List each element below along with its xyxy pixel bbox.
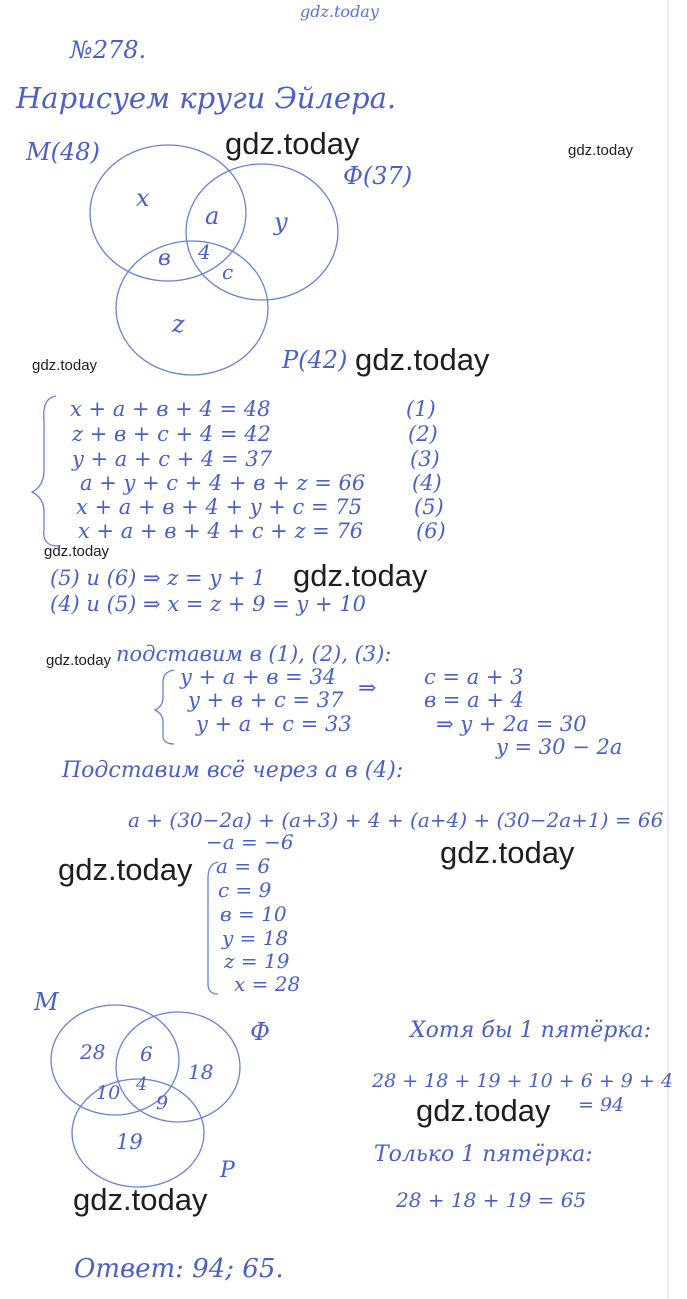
- brace-system1: [32, 396, 58, 546]
- system1-eq: x + a + в + 4 + y + с = 75: [76, 495, 362, 519]
- substitute-heading: подставим в (1), (2), (3):: [116, 642, 392, 666]
- solution-line: −a = −6: [206, 830, 294, 854]
- derived-line: (5) и (6) ⇒ z = y + 1: [50, 566, 266, 590]
- solution-line: с = 9: [218, 878, 272, 902]
- diagram2-label-p: Р: [220, 1158, 235, 1183]
- circle-p: [116, 241, 268, 375]
- solution-line: z = 19: [224, 949, 290, 973]
- heading: Нарисуем круги Эйлера.: [16, 81, 397, 115]
- solution-line: в = 10: [220, 902, 287, 926]
- region-x: x: [136, 184, 150, 212]
- region-a: a: [205, 202, 220, 230]
- region-z: z: [172, 310, 185, 338]
- system2-result: y = 30 − 2a: [496, 735, 623, 759]
- big-equation: a + (30−2a) + (a+3) + 4 + (a+4) + (30−2a+1) = 66: [128, 808, 664, 832]
- system2-result: ⇒ y + 2a = 30: [436, 712, 587, 736]
- system1-eq: x + a + в + 4 + с + z = 76: [78, 519, 364, 543]
- system1-num: (3): [410, 447, 440, 471]
- diagram2-label-m: М: [34, 988, 59, 1016]
- watermark-top: gdz.today: [300, 2, 379, 21]
- circle-f: [186, 164, 338, 300]
- substitute-all: Подставим всё через a в (4):: [62, 758, 404, 783]
- solution-line: x = 28: [234, 972, 301, 996]
- region-fp: 9: [156, 1092, 169, 1114]
- region-center-2: 4: [136, 1074, 148, 1095]
- system1-eq: z + в + с + 4 = 42: [72, 422, 271, 446]
- system2-result: в = a + 4: [424, 688, 524, 712]
- brace-system2: [155, 670, 174, 744]
- diagram2-label-f: Ф: [250, 1018, 270, 1046]
- system2-eq: y + в + с = 37: [188, 688, 344, 712]
- region-b: в: [158, 246, 171, 271]
- watermark: gdz.today: [416, 1093, 551, 1128]
- problem-number: №278.: [70, 36, 147, 64]
- watermark: gdz.today: [44, 543, 110, 560]
- system1-eq: x + a + в + 4 = 48: [70, 397, 271, 421]
- region-mf: 6: [140, 1042, 153, 1066]
- system2-eq: y + a + с = 33: [196, 712, 352, 736]
- answer: Ответ: 94; 65.: [74, 1254, 284, 1284]
- watermark: gdz.today: [225, 126, 360, 161]
- diagram1-label-m: М(48): [26, 138, 100, 166]
- watermark: gdz.today: [58, 852, 193, 887]
- solution-line: a = 6: [216, 854, 271, 878]
- system1-num: (4): [412, 471, 442, 495]
- system1-num: (1): [406, 397, 436, 421]
- bracket-solutions: [208, 862, 218, 994]
- system2-eq: y + a + в = 34: [180, 665, 337, 689]
- solution-line: y = 18: [222, 926, 289, 950]
- watermark: gdz.today: [293, 558, 428, 593]
- only-one-title: Только 1 пятёрка:: [374, 1142, 593, 1167]
- system1-num: (5): [414, 495, 444, 519]
- region-f-only: 18: [188, 1060, 214, 1084]
- watermark: gdz.today: [568, 142, 634, 159]
- watermark: gdz.today: [355, 342, 490, 377]
- region-c: с: [222, 260, 234, 284]
- watermark: gdz.today: [73, 1182, 208, 1217]
- region-center: 4: [198, 240, 211, 264]
- only-one-calc: 28 + 18 + 19 = 65: [396, 1188, 587, 1212]
- system1-eq: a + y + с + 4 + в + z = 66: [80, 471, 366, 495]
- region-mp: 10: [96, 1082, 121, 1104]
- diagram1-label-f: Ф(37): [343, 162, 413, 190]
- at-least-one-calc: 28 + 18 + 19 + 10 + 6 + 9 + 4: [372, 1070, 673, 1092]
- region-m-only: 28: [80, 1040, 106, 1064]
- region-y: y: [274, 208, 288, 236]
- system2-result: с = a + 3: [424, 665, 524, 689]
- at-least-one-title: Хотя бы 1 пятёрка:: [410, 1018, 652, 1043]
- system2-arrow: ⇒: [358, 676, 377, 701]
- system1-num: (2): [408, 422, 438, 446]
- system1-eq: y + a + с + 4 = 37: [72, 447, 273, 471]
- watermark: gdz.today: [32, 357, 98, 374]
- system1-num: (6): [416, 519, 446, 543]
- watermark: gdz.today: [440, 835, 575, 870]
- diagram1-label-p: Р(42): [282, 346, 348, 374]
- at-least-one-result: = 94: [578, 1094, 625, 1116]
- derived-line: (4) и (5) ⇒ x = z + 9 = y + 10: [50, 592, 366, 616]
- region-p-only: 19: [116, 1130, 143, 1154]
- watermark: gdz.today: [46, 652, 112, 669]
